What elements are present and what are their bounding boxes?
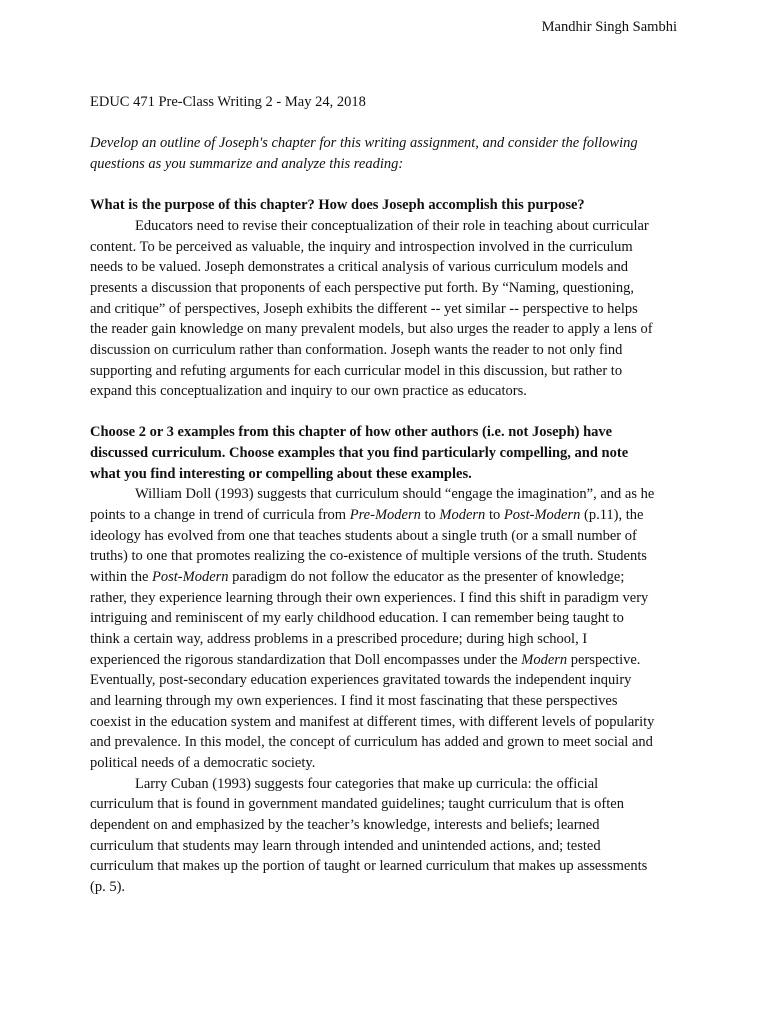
answer-2-line: and prevalence. In this model, the concept of curriculum has added and grown to meet social and (90, 734, 653, 750)
text-run: (p.11), the (580, 507, 644, 523)
prompt-line: questions as you summarize and analyze this reading: (90, 156, 404, 172)
answer-1-line: content. To be perceived as valuable, the inquiry and introspection involved in the curriculum (90, 239, 633, 255)
prompt-line: Develop an outline of Joseph's chapter for this writing assignment, and consider the following (90, 135, 638, 151)
answer-3-line: curriculum that students may learn through intended and unintended actions, and; tested (90, 838, 601, 854)
answer-1-line: supporting and refuting arguments for each curricular model in this discussion, but rather to (90, 363, 623, 379)
question-1: What is the purpose of this chapter? How does Joseph accomplish this purpose? (90, 197, 585, 213)
term-modern: Modern (439, 507, 486, 523)
answer-2-line: coexist in the education system and manifest at different times, with different levels of popularity (90, 714, 655, 730)
answer-3-line: (p. 5). (90, 879, 126, 895)
answer-2-line: intriguing and reminiscent of my early childhood education. I can remember being taught to (90, 610, 624, 626)
answer-2-line (90, 567, 624, 588)
answer-2-line: political needs of a democratic society. (90, 755, 316, 771)
answer-2-line: Eventually, post-secondary education experiences gravitated towards the independent inquiry (90, 672, 632, 688)
term-modern: Modern (521, 652, 568, 668)
answer-3-line: curriculum that is found in government mandated guidelines; taught curriculum that is often (90, 796, 624, 812)
answer-2-line (90, 650, 640, 671)
answer-3-line: Larry Cuban (1993) suggests four categories that make up curricula: the official (135, 776, 599, 792)
answer-1-line: needs to be valued. Joseph demonstrates a critical analysis of various curriculum models and (90, 259, 628, 275)
answer-2-line: and learning through my own experiences. I find it most fascinating that these perspectives (90, 693, 618, 709)
answer-3-line: curriculum that makes up the portion of taught or learned curriculum that makes up assessments (90, 858, 648, 874)
answer-3-line: dependent on and emphasized by the teacher’s knowledge, interests and beliefs; learned (90, 817, 600, 833)
question-2: discussed curriculum. Choose examples that you find particularly compelling, and note (90, 445, 629, 461)
answer-2-line: William Doll (1993) suggests that curriculum should “engage the imagination”, and as he (135, 486, 655, 502)
text-run: paradigm do not follow the educator as the presenter of knowledge; (228, 569, 625, 585)
question-2: Choose 2 or 3 examples from this chapter of how other authors (i.e. not Joseph) have (90, 424, 613, 440)
answer-1-line: and critique” of perspectives, Joseph exhibits the different -- yet similar -- perspective to helps (90, 301, 638, 317)
term-pre-modern: Pre-Modern (349, 507, 421, 523)
answer-2-line: ideology has evolved from one that teaches students about a single truth (or a small number of (90, 528, 637, 544)
answer-2-line: truths) to one that promotes realizing the co-existence of multiple versions of the truth. Students (90, 548, 647, 564)
text-run: points to a change in trend of curricula from (90, 507, 350, 523)
author-header: Mandhir Singh Sambhi (541, 19, 677, 35)
text-run: to (485, 507, 504, 523)
answer-2-line: think a certain way, address problems in a prescribed procedure; during high school, I (90, 631, 588, 647)
term-post-modern: Post-Modern (503, 507, 581, 523)
answer-2-line (90, 505, 643, 526)
answer-1-line: Educators need to revise their conceptualization of their role in teaching about curricular (135, 218, 649, 234)
answer-1-line: the reader gain knowledge on many prevalent models, but also urges the reader to apply a lens of (90, 321, 653, 337)
question-2: what you find interesting or compelling about these examples. (90, 466, 472, 482)
document-title: EDUC 471 Pre-Class Writing 2 - May 24, 2018 (90, 94, 366, 110)
text-run: within the (90, 569, 153, 585)
term-post-modern: Post-Modern (152, 569, 229, 585)
answer-1-line: presents a discussion that proponents of each perspective put forth. By “Naming, questioning, (90, 280, 635, 296)
answer-1-line: expand this conceptualization and inquiry to our own practice as educators. (90, 383, 527, 399)
answer-1-line: discussion on curriculum rather than conformation. Joseph wants the reader to not only find (90, 342, 623, 358)
text-run: experienced the rigorous standardization that Doll encompasses under the (90, 652, 522, 668)
text-run: perspective. (567, 652, 641, 668)
answer-2-line: rather, they experience learning through their own experiences. I find this shift in paradigm very (90, 590, 649, 606)
text-run: to (420, 507, 440, 523)
